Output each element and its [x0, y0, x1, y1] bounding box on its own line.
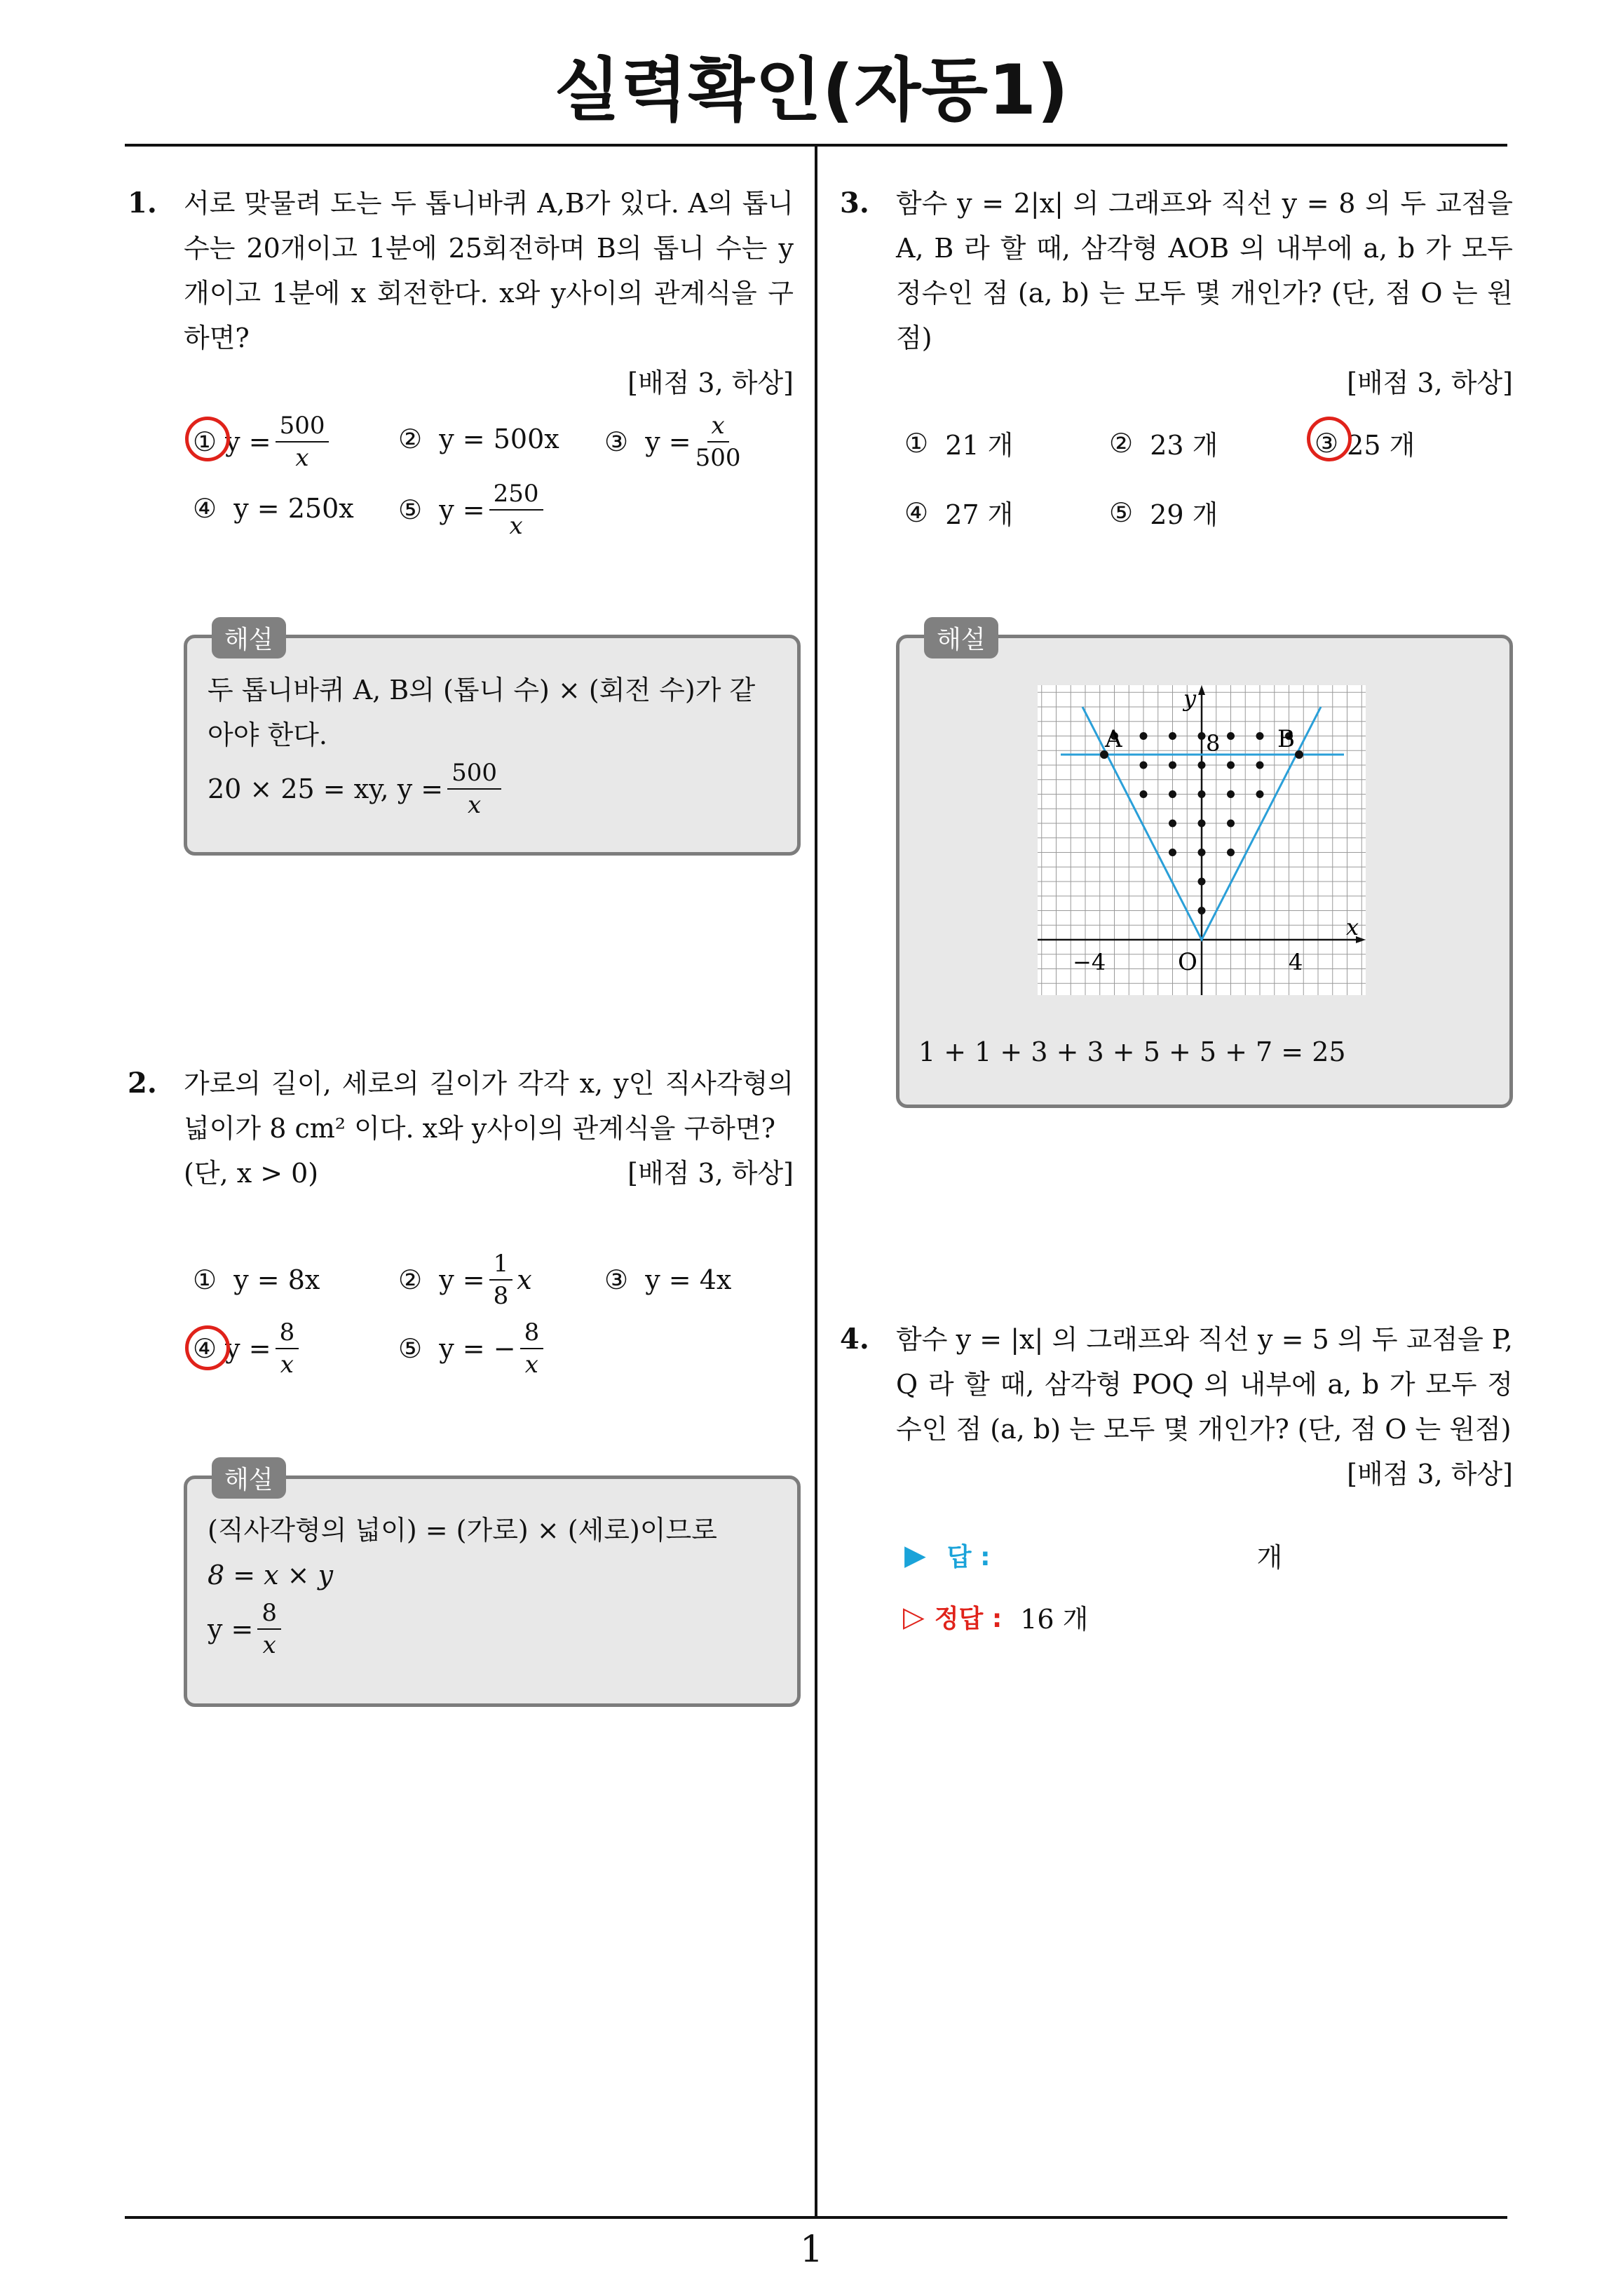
solution-tag: 해설	[212, 1457, 286, 1499]
fraction	[447, 757, 501, 821]
question-text: 가로의 길이, 세로의 길이가 각각 x, y인 직사각형의 넓이가 8 cm² 이다. x와 y사이의 관계식을 구하면?	[184, 1068, 794, 1144]
lattice-point	[1140, 790, 1148, 798]
label-four: 4	[1289, 949, 1303, 975]
numerator: 500	[447, 757, 501, 790]
lattice-point	[1227, 732, 1235, 740]
label-y-axis: y	[1183, 685, 1197, 712]
question-2	[128, 1061, 794, 1196]
option-mark: ④	[193, 493, 217, 524]
lattice-point	[1256, 762, 1264, 769]
solution-line: (직사각형의 넓이) = (가로) × (세로)이므로	[208, 1515, 717, 1546]
option-4[interactable]	[904, 493, 1013, 532]
numerator: 1	[489, 1248, 513, 1281]
option-pre: y =	[439, 494, 485, 525]
page-number: 1	[799, 2229, 824, 2271]
option-pre: y =	[225, 1333, 271, 1364]
label-neg-four: −4	[1073, 949, 1106, 975]
option-5[interactable]	[398, 1317, 548, 1380]
selected-answer-circle	[185, 417, 230, 461]
lattice-point	[1169, 732, 1176, 740]
option-text: 21 개	[945, 430, 1014, 461]
question-meta: [배점 3, 하상]	[627, 1158, 794, 1189]
denominator: x	[295, 444, 309, 472]
solution-sum: 1 + 1 + 3 + 3 + 5 + 5 + 7 = 25	[918, 1036, 1346, 1067]
question-number: 3.	[840, 187, 869, 220]
option-mark: ④	[193, 1333, 217, 1364]
numerator: 8	[520, 1317, 544, 1349]
solution-line: 20 × 25 = xy, y =	[208, 774, 444, 804]
denominator: 8	[493, 1282, 509, 1310]
denominator: x	[467, 791, 482, 819]
option-post: x	[517, 1264, 532, 1295]
option-3[interactable]	[604, 1264, 731, 1295]
question-number: 2.	[128, 1067, 157, 1100]
option-2[interactable]	[398, 424, 559, 454]
question-meta: [배점 3, 하상]	[1347, 367, 1513, 398]
correct-answer-row	[903, 1598, 1088, 1636]
question-text: 서로 맞물려 도는 두 톱니바퀴 A,B가 있다. A의 톱니 수는 20개이고 1분에 25회전하며 B의 톱니 수는 y 개이고 1분에 x 회전한다. x와 y사이의 관계식을 구하면?	[184, 188, 794, 353]
option-mark: ①	[193, 426, 217, 457]
option-1[interactable]	[193, 1264, 320, 1295]
lattice-point	[1198, 732, 1206, 740]
option-text: y = 4x	[645, 1264, 732, 1295]
solution-line: 8 = x × y	[208, 1560, 334, 1591]
lattice-point	[1169, 849, 1176, 856]
lattice-point	[1140, 732, 1148, 740]
question-3	[840, 181, 1513, 405]
lattice-point	[1169, 790, 1176, 798]
fraction	[489, 1248, 513, 1311]
option-mark: ⑤	[1109, 497, 1134, 528]
option-3[interactable]	[604, 410, 745, 473]
answer-unit: 개	[1256, 1542, 1283, 1573]
option-mark: ③	[1315, 427, 1339, 459]
denominator: x	[524, 1351, 538, 1379]
fraction	[276, 1317, 299, 1380]
fraction	[695, 410, 741, 473]
label-eight: 8	[1206, 730, 1221, 757]
option-mark: ②	[1109, 427, 1134, 459]
option-text: y = 250x	[233, 493, 354, 524]
solution-line: 두 톱니바퀴 A, B의 (톱니 수) × (회전 수)가 같아야 한다.	[208, 675, 756, 750]
outline-triangle-icon: ▷	[903, 1600, 925, 1633]
option-2[interactable]	[398, 1248, 532, 1311]
numerator: 8	[276, 1317, 299, 1349]
option-mark: ④	[904, 497, 929, 528]
answer-input[interactable]	[990, 1540, 1256, 1571]
solution-line: y =	[208, 1614, 254, 1645]
lattice-point	[1256, 732, 1264, 740]
correct-value: 16 개	[1020, 1604, 1089, 1635]
option-mark: ⑤	[398, 1333, 423, 1364]
denominator: 500	[695, 444, 741, 472]
label-b: B	[1277, 725, 1295, 753]
denominator: x	[280, 1351, 294, 1379]
lattice-point	[1227, 820, 1235, 828]
lattice-point	[1198, 878, 1206, 886]
option-text: 27 개	[945, 499, 1014, 530]
option-mark: ①	[193, 1264, 217, 1295]
selected-answer-circle	[1307, 417, 1352, 461]
numerator: x	[707, 410, 729, 443]
solution-body	[208, 1508, 775, 1661]
option-text: y = 8x	[233, 1264, 320, 1295]
question-4	[840, 1317, 1513, 1497]
option-pre: y = −	[439, 1333, 516, 1364]
answer-row	[904, 1536, 1325, 1574]
option-4[interactable]	[193, 493, 354, 524]
page-title: 실력확인(자동1)	[554, 50, 1069, 130]
solution-graph	[1031, 677, 1374, 999]
question-meta: [배점 3, 하상]	[627, 367, 794, 398]
lattice-point	[1227, 849, 1235, 856]
solution-body	[208, 668, 775, 821]
option-pre: y =	[645, 426, 691, 457]
denominator: x	[509, 512, 523, 540]
question-number: 1.	[128, 187, 157, 220]
fraction	[257, 1598, 281, 1661]
option-mark: ②	[398, 424, 423, 454]
label-origin: O	[1178, 948, 1197, 976]
option-text: 25 개	[1347, 430, 1415, 461]
numerator: 500	[276, 410, 330, 443]
fraction	[489, 478, 543, 541]
question-condition: (단, x > 0)	[184, 1158, 319, 1189]
option-1[interactable]	[904, 424, 1013, 462]
label-a: A	[1105, 725, 1122, 753]
selected-answer-circle	[185, 1325, 230, 1370]
lattice-point	[1198, 790, 1206, 798]
lattice-point	[1169, 762, 1176, 769]
lattice-point	[1140, 762, 1148, 769]
option-mark: ②	[398, 1264, 423, 1295]
column-divider	[815, 145, 817, 2217]
lattice-point	[1198, 849, 1206, 856]
option-mark: ①	[904, 427, 929, 459]
option-text: y = 500x	[439, 424, 559, 454]
lattice-point	[1227, 762, 1235, 769]
option-2[interactable]	[1109, 424, 1218, 462]
fraction	[276, 410, 330, 473]
numerator: 250	[489, 478, 543, 511]
option-mark: ③	[604, 426, 629, 457]
solution-tag: 해설	[924, 617, 998, 659]
lattice-point	[1169, 820, 1176, 828]
question-number: 4.	[840, 1323, 869, 1356]
question-text: 함수 y = |x| 의 그래프와 직선 y = 5 의 두 교점을 P, Q 라 할 때, 삼각형 POQ 의 내부에 a, b 가 모두 정수인 점 (a, b) 는 모두 몇 개인가? (단, 점 O 는 원점)	[896, 1324, 1513, 1445]
question-1	[128, 181, 794, 405]
option-mark: ③	[604, 1264, 629, 1295]
fraction	[520, 1317, 544, 1380]
option-text: 29 개	[1150, 499, 1218, 530]
play-icon: ▶	[904, 1539, 926, 1572]
solution-tag: 해설	[212, 617, 286, 659]
bottom-rule	[125, 2216, 1507, 2219]
option-5[interactable]	[1109, 493, 1218, 532]
lattice-point	[1227, 790, 1235, 798]
option-pre: y =	[225, 426, 271, 457]
lattice-point	[1198, 762, 1206, 769]
label-x-axis: x	[1346, 914, 1359, 940]
option-pre: y =	[439, 1264, 485, 1295]
question-text: 함수 y = 2|x| 의 그래프와 직선 y = 8 의 두 교점을 A, B 라 할 때, 삼각형 AOB 의 내부에 a, b 가 모두 정수인 점 (a, b) 는 모두 몇 개인가? (단, 점 O 는 원점)	[896, 188, 1513, 353]
question-meta: [배점 3, 하상]	[1347, 1459, 1513, 1490]
option-mark: ⑤	[398, 494, 423, 525]
correct-label: 정답 :	[934, 1605, 1003, 1633]
lattice-point	[1256, 790, 1264, 798]
lattice-point	[1198, 907, 1206, 914]
point-b	[1295, 750, 1303, 759]
denominator: x	[262, 1631, 276, 1659]
answer-label: 답 :	[946, 1543, 991, 1572]
numerator: 8	[257, 1598, 281, 1630]
lattice-point	[1198, 820, 1206, 828]
option-text: 23 개	[1150, 430, 1218, 461]
option-5[interactable]	[398, 478, 548, 541]
